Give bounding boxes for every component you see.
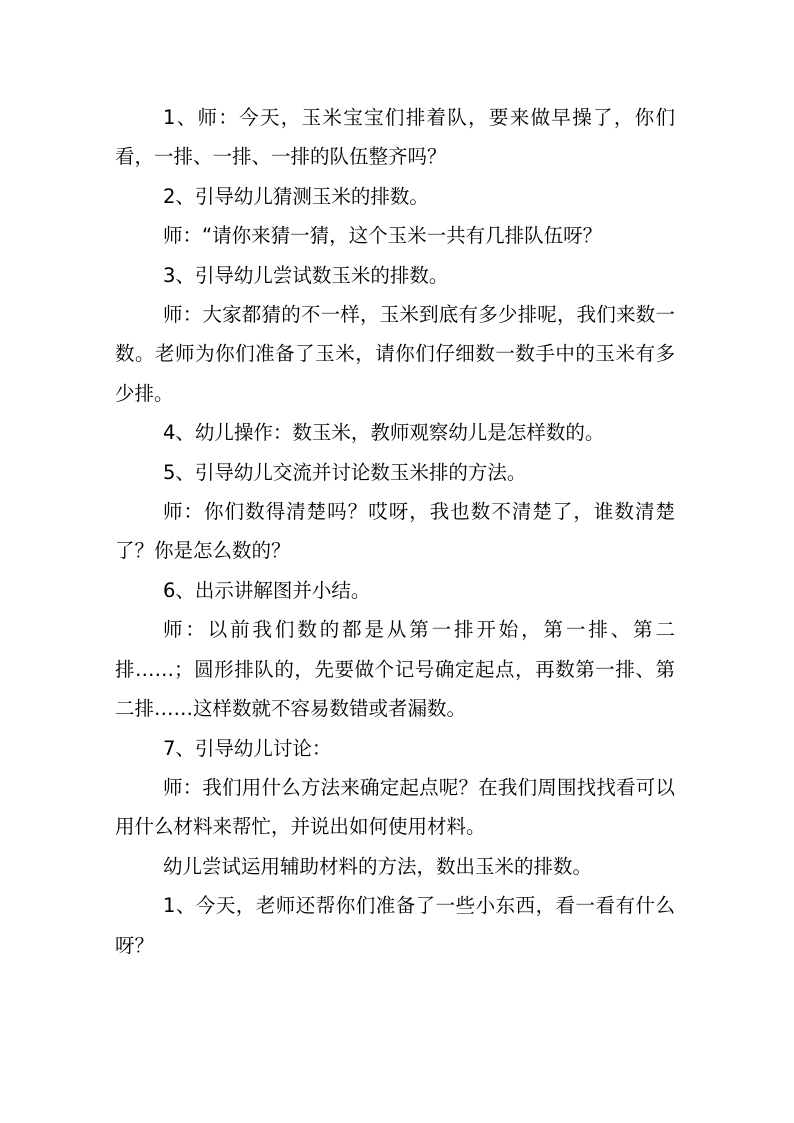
paragraph-step-5: 5、引导幼儿交流并讨论数玉米排的方法。 (163, 460, 527, 484)
paragraph-step-2: 2、引导幼儿猜测玉米的排数。 (163, 184, 429, 208)
paragraph-step-7: 7、引导幼儿讨论： (163, 736, 332, 760)
paragraph-teacher-method: 师：我们用什么方法来确定起点呢？在我们周围找找看可以用什么材料来帮忙，并说出如何使用材料。 (115, 775, 675, 839)
document-body (115, 98, 675, 965)
paragraph-step-6: 6、出示讲解图并小结。 (163, 578, 371, 602)
paragraph-teacher-clear: 师：你们数得清楚吗？哎呀，我也数不清楚了，谁数清楚了？你是怎么数的？ (115, 500, 675, 563)
paragraph-step-1-materials: 1、今天，老师还帮你们准备了一些小东西，看一看有什么呀？ (115, 894, 675, 957)
paragraph-children-try: 幼儿尝试运用辅助材料的方法，数出玉米的排数。 (163, 854, 593, 878)
paragraph-teacher-summary: 师：以前我们数的都是从第一排开始，第一排、第二排……；圆形排队的，先要做个记号确定起点，再数第一排、第二排……这样数就不容易数错或者漏数。 (115, 618, 675, 721)
paragraph-step-4: 4、幼儿操作：数玉米，教师观察幼儿是怎样数的。 (163, 421, 605, 445)
paragraph-step-1: 1、师：今天，玉米宝宝们排着队，要来做早操了，你们看，一排、一排、一排的队伍整齐吗？ (115, 106, 675, 169)
paragraph-step-3: 3、引导幼儿尝试数玉米的排数。 (163, 263, 449, 287)
paragraph-teacher-guess: 师：“请你来猜一猜，这个玉米一共有几排队伍呀？ (163, 224, 603, 248)
paragraph-teacher-count: 师：大家都猜的不一样，玉米到底有多少排呢，我们来数一数。老师为你们准备了玉米，请你们仔细数一数手中的玉米有多少排。 (115, 303, 675, 405)
